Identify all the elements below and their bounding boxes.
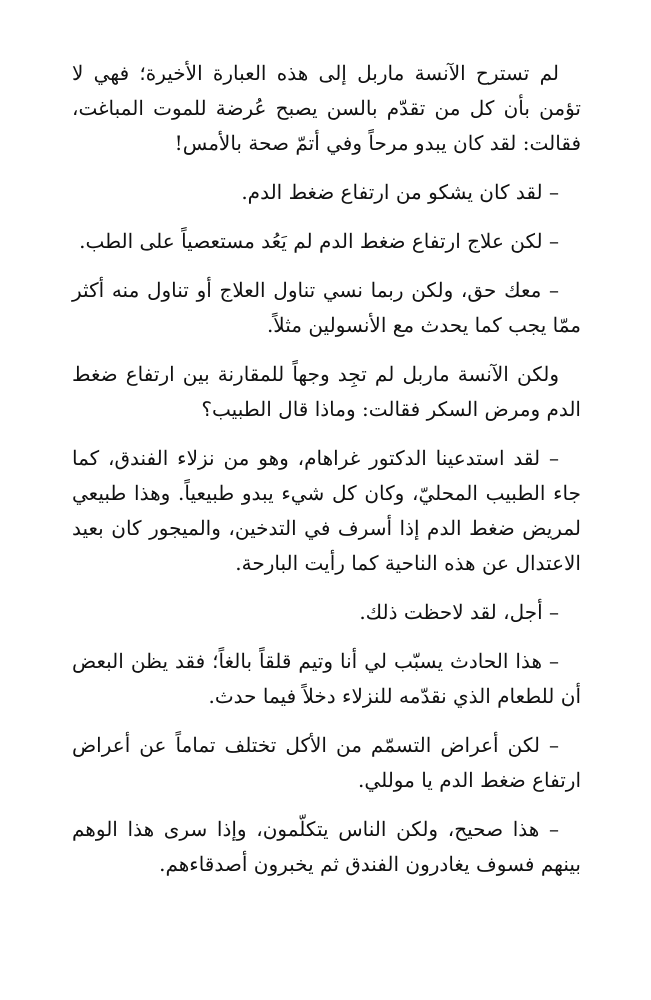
paragraph-treatment: – لكن علاج ارتفاع ضغط الدم لم يَعُد مستعصياً على الطب. — [79, 229, 559, 253]
paragraph-worry: – هذا الحادث يسبّب لي أنا وتيم قلقاً بالغاً؛ فقد يظن البعض أن للطعام الذي نقدّمه للنزلاء دخلاً فيما حدث. — [72, 649, 581, 708]
paragraph-people-talk: – هذا صحيح، ولكن الناس يتكلّمون، وإذا سرى هذا الوهم بينهم فسوف يغادرون الفندق ثم يخبرون أصدقاءهم. — [72, 817, 581, 876]
paragraph-poisoning-symptoms: – لكن أعراض التسمّم من الأكل تختلف تماماً عن أعراض ارتفاع ضغط الدم يا موللي. — [72, 733, 581, 792]
paragraph-noticed: – أجل، لقد لاحظت ذلك. — [359, 600, 559, 624]
paragraph-blood-pressure: – لقد كان يشكو من ارتفاع ضغط الدم. — [241, 180, 559, 204]
paragraph-doctor-graham: – لقد استدعينا الدكتور غراهام، وهو من نزلاء الفندق، كما جاء الطبيب المحليّ، وكان كل شيء يبدو طبيعياً. وهذا طبيعي لمريض ضغط الدم إذا أسرف في التدخين، والميجور كان بعيد الاعتدال عن هذه الناحية كما رأيت البارحة. — [72, 446, 581, 575]
paragraph-marple-reaction: لم تسترح الآنسة ماربل إلى هذه العبارة الأخيرة؛ فهي لا تؤمن بأن كل من تقدّم بالسن يصبح عُرضة للموت المباغت، فقالت: لقد كان يبدو مرحاً وفي أتمّ صحة بالأمس! — [72, 61, 581, 155]
paragraph-doctor-question: ولكن الآنسة ماربل لم تجِد وجهاً للمقارنة بين ارتفاع ضغط الدم ومرض السكر فقالت: وماذا قال الطبيب؟ — [72, 362, 581, 421]
paragraph-forgot-medication: – معك حق، ولكن ربما نسي تناول العلاج أو تناول منه أكثر ممّا يجب كما يحدث مع الأنسولين مثلاً. — [72, 278, 581, 337]
